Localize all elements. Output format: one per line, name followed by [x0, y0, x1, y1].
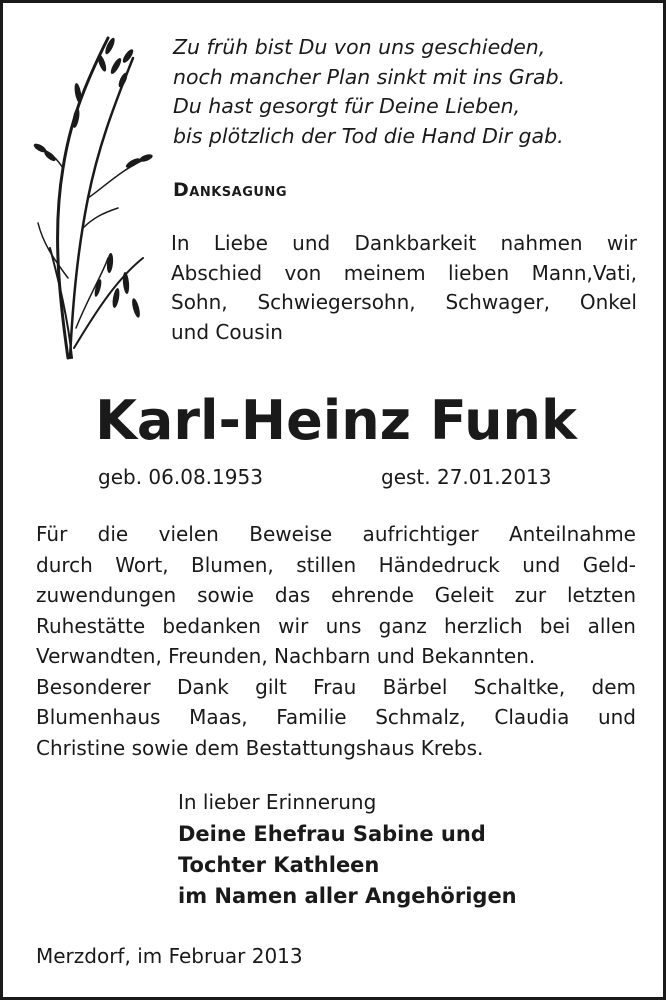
poem-line: noch mancher Plan sinkt mit ins Grab. — [173, 64, 566, 89]
poem-line: Du hast gesorgt für Deine Lieben, — [173, 94, 521, 118]
gratitude-line: Ruhestätte bedanken wir uns ganz herzlich bei allen — [36, 613, 636, 638]
closing-intro: In lieber Erinnerung — [178, 790, 377, 814]
signer-line: Deine Ehefrau Sabine und — [178, 822, 486, 846]
farewell-line: Sohn, Schwiegersohn, Schwager, Onkel — [171, 290, 637, 314]
farewell-line: und Cousin — [171, 319, 283, 344]
signer-line: im Namen aller Angehörigen — [178, 884, 517, 908]
place-and-date: Merzdorf, im Februar 2013 — [36, 944, 303, 968]
signers-block — [178, 819, 517, 912]
gratitude-line: durch Wort, Blumen, stillen Händedruck und Geld- — [36, 552, 636, 577]
signer-line: Tochter Kathleen — [178, 853, 380, 877]
farewell-line: In Liebe und Dankbarkeit nahmen wir — [171, 231, 637, 255]
grass-stalks-icon — [28, 28, 168, 368]
memorial-poem — [173, 33, 653, 151]
farewell-paragraph — [171, 229, 637, 347]
deceased-name: Karl-Heinz Funk — [95, 389, 577, 452]
gratitude-line: zuwendungen sowie das ehrende Geleit zur letzten — [36, 583, 636, 607]
farewell-line: Abschied von meinem lieben Mann,Vati, — [171, 260, 637, 285]
gratitude-line: Christine sowie dem Bestattungshaus Krebs. — [36, 735, 484, 760]
gratitude-line: Blumenhaus Maas, Familie Schmalz, Claudia und — [36, 705, 636, 729]
poem-line: bis plötzlich der Tod die Hand Dir gab. — [173, 123, 564, 148]
gratitude-line: Für die vielen Beweise aufrichtiger Anteilnahme — [36, 522, 636, 546]
gratitude-line: Besonderer Dank gilt Frau Bärbel Schaltke, dem — [36, 674, 636, 699]
notice-heading: Danksagung — [173, 179, 287, 201]
death-date: gest. 27.01.2013 — [381, 465, 552, 489]
birth-date: geb. 06.08.1953 — [98, 465, 263, 489]
poem-line: Zu früh bist Du von uns geschieden, — [173, 35, 546, 59]
gratitude-line: Verwandten, Freunden, Nachbarn und Bekannten. — [36, 644, 536, 668]
gratitude-paragraph — [36, 519, 636, 763]
